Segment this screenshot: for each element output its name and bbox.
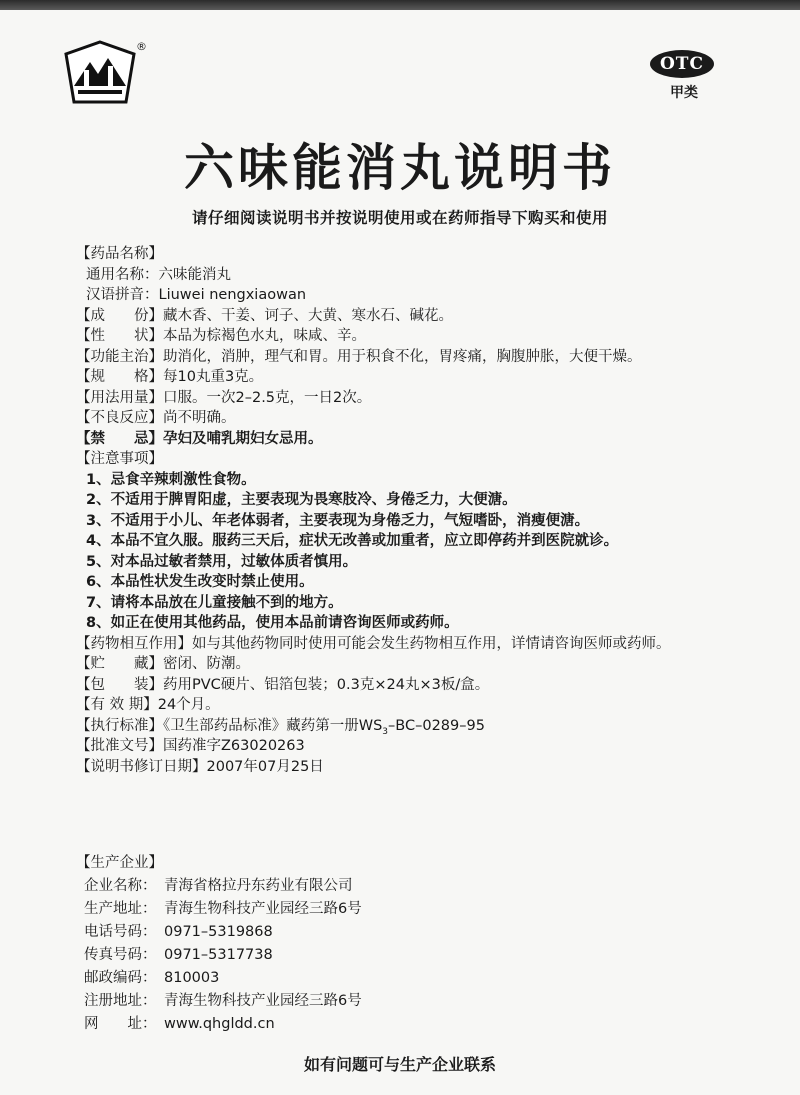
row-value: 0971–5317738 [164,947,273,963]
company-logo [64,40,136,104]
instructions-body [76,244,776,777]
document-title: 六味能消丸说明书 [184,139,616,197]
precaution-item: 7、请将本品放在儿童接触不到的地方。 [86,594,343,611]
registered-address-row [76,990,776,1013]
section-approval-number: 【批准文号】国药准字Z63020263 [76,738,305,754]
otc-badge: OTC [650,50,714,78]
row-label: 邮政编码： [84,970,157,986]
row-label: 企业名称： [84,878,157,894]
precaution-item: 6、本品性状发生改变时禁止使用。 [86,574,314,590]
phone-row [76,921,776,944]
section-properties: 【性 状】本品为棕褐色水丸，味咸、辛。 [76,328,366,344]
postcode-row [76,967,776,990]
section-revision-date: 【说明书修订日期】2007年07月25日 [76,758,324,775]
contact-footer: 如有问题可与生产企业联系 [303,1055,496,1074]
section-adverse-reactions: 【不良反应】尚不明确。 [76,410,236,426]
otc-class-label: 甲类 [670,85,698,101]
row-value: 青海生物科技产业园经三路6号 [164,993,362,1009]
fax-row [76,944,776,967]
row-label: 生产地址： [84,901,157,917]
row-value: 青海生物科技产业园经三路6号 [164,901,362,917]
section-storage: 【贮 藏】密闭、防潮。 [76,656,250,672]
section-dosage: 【用法用量】口服。一次2–2.5克，一日2次。 [76,389,372,406]
row-value: www.qhgldd.cn [164,1016,275,1032]
row-value: 青海省格拉丹东药业有限公司 [164,878,353,894]
top-edge-strip [0,0,800,10]
document-subtitle: 请仔细阅读说明书并按说明使用或在药师指导下购买和使用 [191,209,608,227]
production-address-row [76,898,776,921]
section-contraindications: 【禁 忌】孕妇及哺乳期妇女忌用。 [76,430,323,447]
section-drug-interactions: 【药物相互作用】如与其他药物同时使用可能会发生药物相互作用，详情请咨询医师或药师。 [76,635,671,652]
standard-prefix: 【执行标准】《卫生部药品标准》藏药第一册WS [76,717,383,734]
pinyin-name: 汉语拼音：Liuwei nengxiaowan [86,287,307,303]
row-value: 810003 [164,970,220,986]
row-label: 电话号码： [84,924,157,940]
company-name-row [76,875,776,898]
section-packaging: 【包 装】药用PVC硬片、铝箔包装；0.3克×24丸×3板/盒。 [76,676,490,693]
precaution-item: 4、本品不宜久服。服药三天后，症状无改善或加重者，应立即停药并到医院就诊。 [86,533,619,549]
precaution-item: 3、不适用于小儿、年老体弱者，主要表现为身倦乏力，气短嗜卧，消瘦便溏。 [86,512,590,529]
section-standard [76,716,776,737]
section-validity: 【有 效 期】24个月。 [76,697,220,713]
website-row [76,1013,776,1036]
generic-name: 通用名称：六味能消丸 [86,266,231,283]
section-specification: 【规 格】每10丸重3克。 [76,369,264,385]
precaution-item: 5、对本品过敏者禁用，过敏体质者慎用。 [86,553,358,570]
standard-suffix: –BC–0289–95 [388,717,485,734]
section-drug-name: 【药品名称】 [76,246,163,262]
precaution-item: 1、忌食辛辣刺激性食物。 [86,471,256,488]
section-precautions: 【注意事项】 [76,451,163,467]
section-indications: 【功能主治】助消化，消肿，理气和胃。用于积食不化，胃疼痛，胸腹肿胀，大便干燥。 [76,348,642,365]
row-label: 传真号码： [84,947,157,963]
row-label: 网 址： [84,1016,157,1032]
manufacturer-block [76,852,776,1036]
section-ingredients: 【成 份】藏木香、干姜、诃子、大黄、寒水石、碱花。 [76,307,453,324]
precaution-item: 8、如正在使用其他药品，使用本品前请咨询医师或药师。 [86,615,459,631]
registered-mark: ® [136,40,147,53]
section-manufacturer: 【生产企业】 [76,855,163,871]
row-label: 注册地址： [84,993,157,1009]
row-value: 0971–5319868 [164,924,273,940]
precaution-item: 2、不适用于脾胃阳虚，主要表现为畏寒肢冷、身倦乏力，大便溏。 [86,492,517,508]
standard-subscript: 3 [382,726,389,737]
